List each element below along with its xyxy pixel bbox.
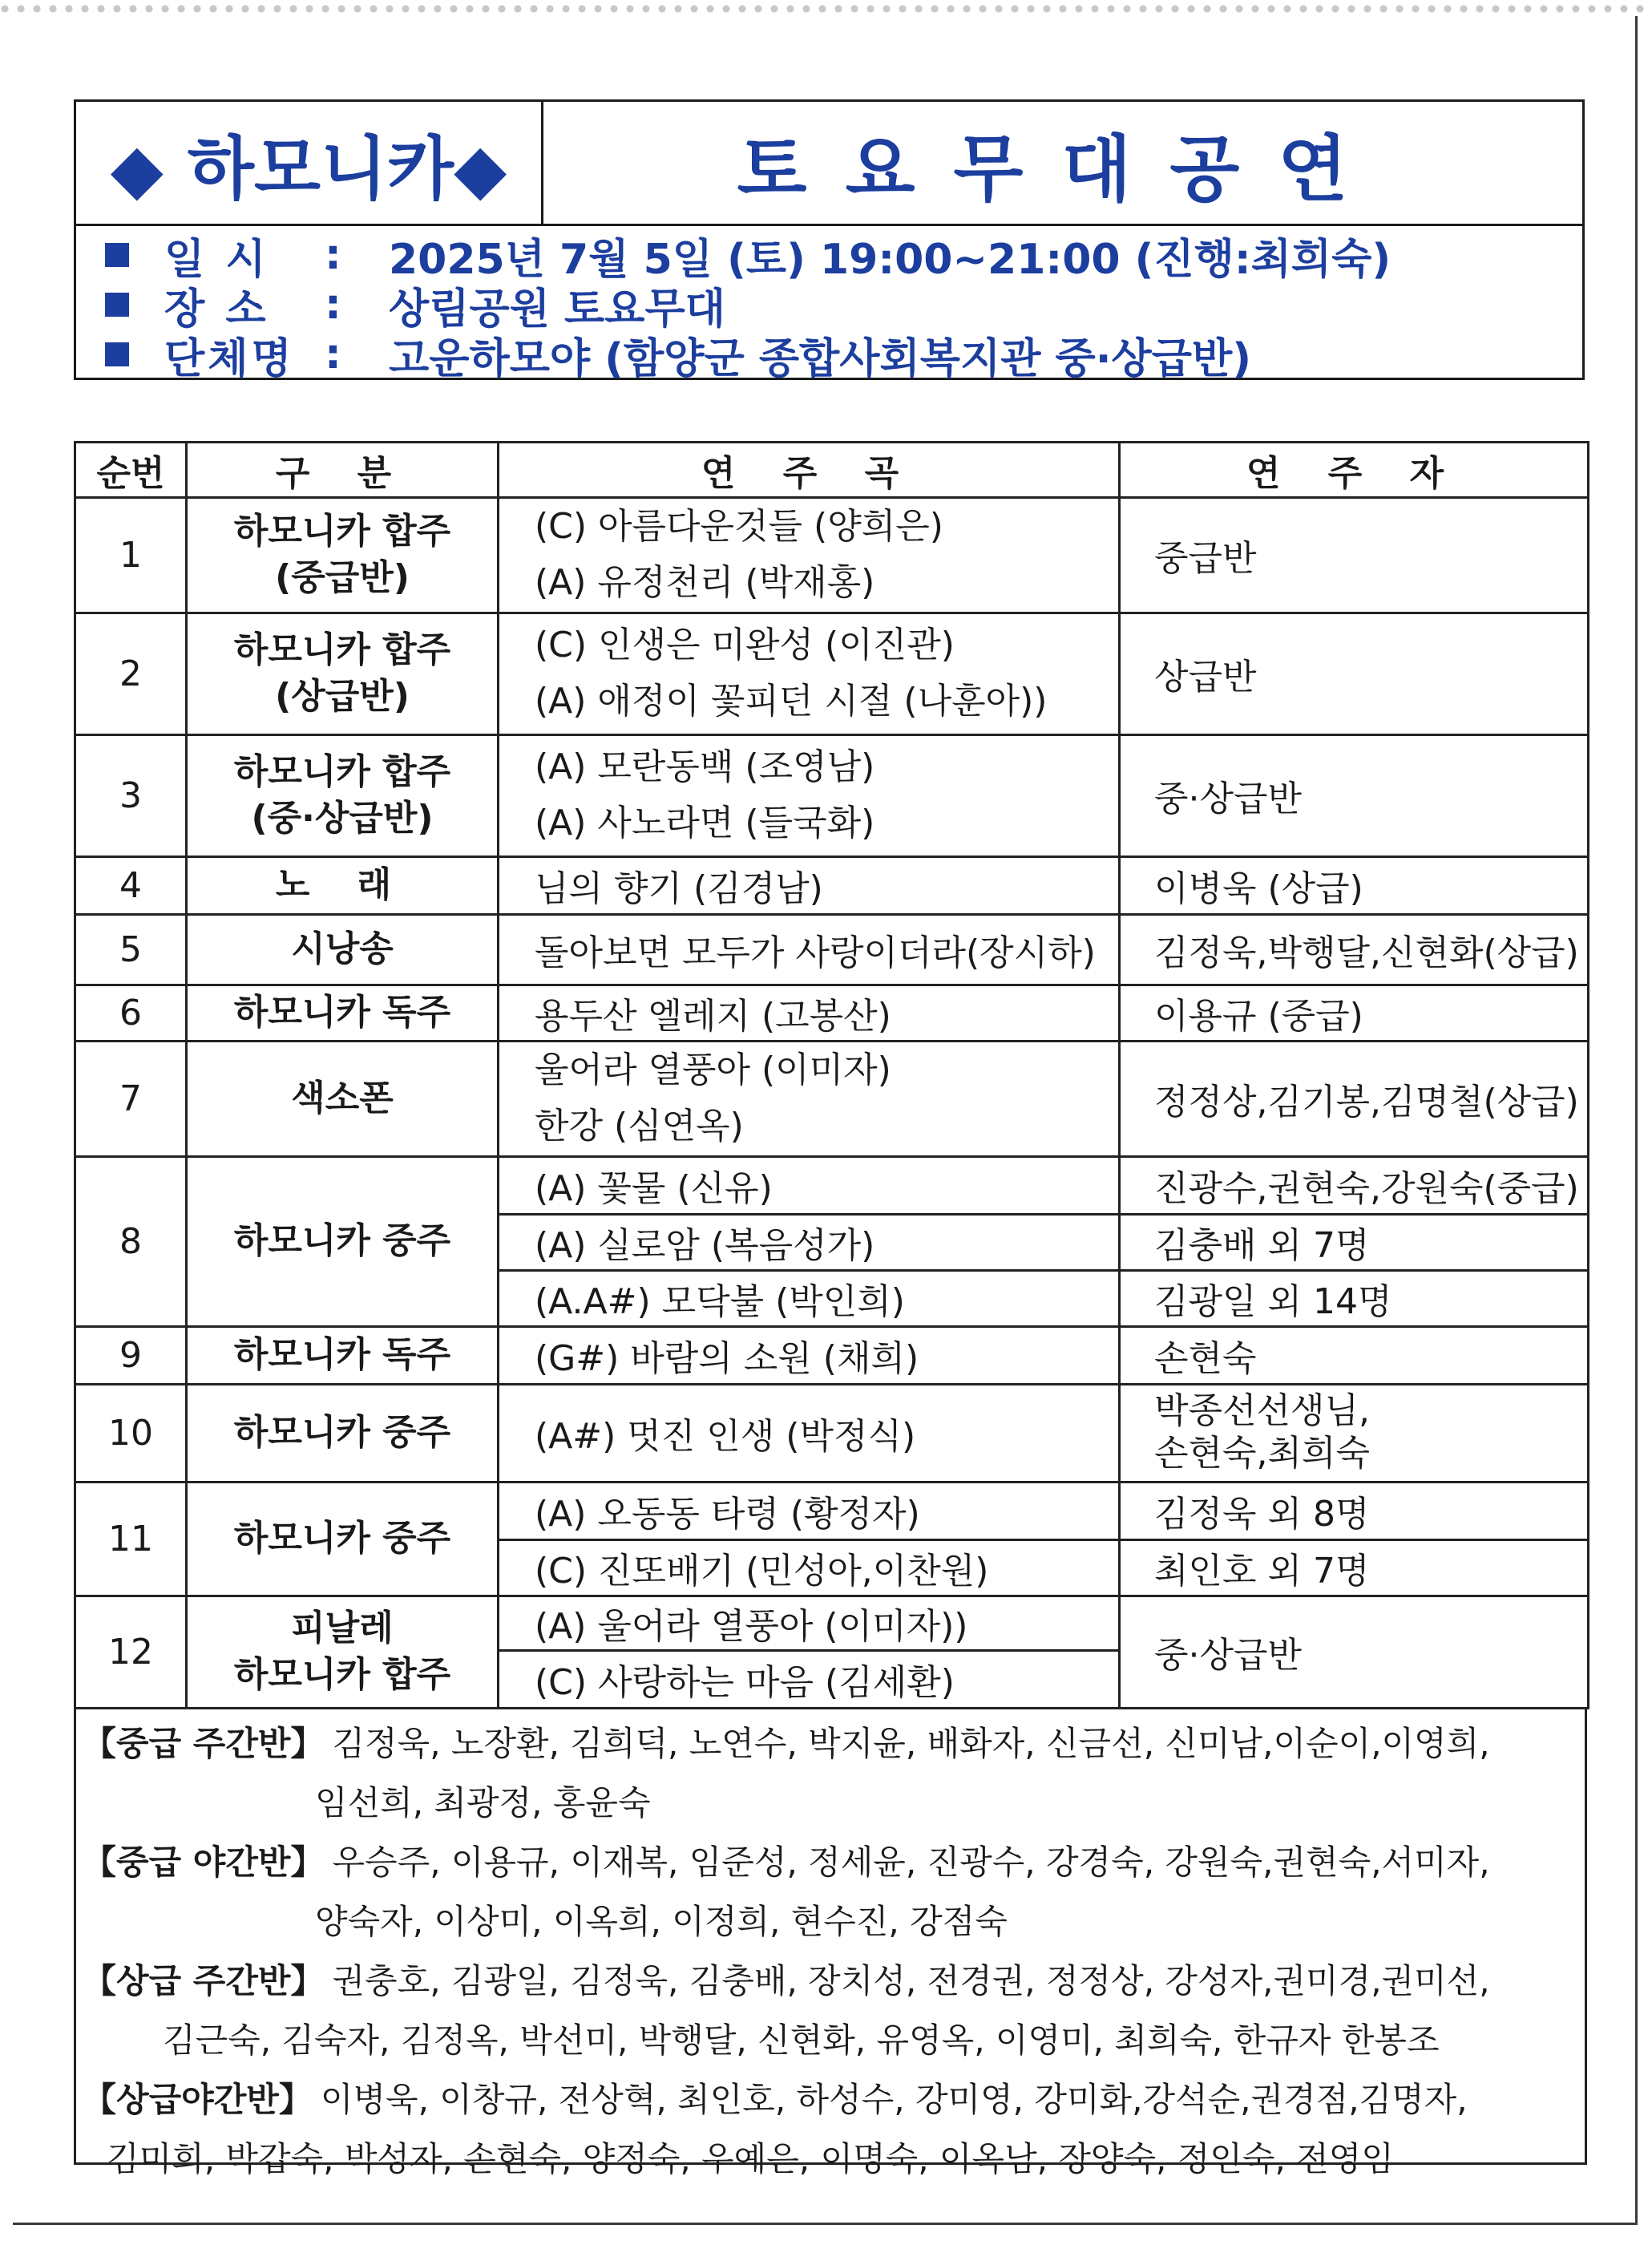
info-date — [76, 230, 1582, 284]
row-category: 하모니카 중주 — [187, 1156, 499, 1326]
perforation-edge — [0, 0, 1652, 18]
table-row — [75, 1326, 1589, 1384]
song-title: (C) 인생은 미완성 (이진관) — [535, 624, 955, 665]
member-line: 김근숙, 김숙자, 김정옥, 박선미, 박행달, 신현화, 유영옥, 이영미, 최희숙, 한규자 한봉조 — [163, 2020, 1440, 2060]
song-title: (C) 아름다운것들 (양희은) — [535, 506, 943, 547]
info-value: 상림공원 토요무대 — [389, 285, 725, 334]
song-title: (A) 애정이 꽃피던 시절 (나훈아)) — [535, 681, 1048, 722]
info-value: 고운하모야 (함양군 종합사회복지관 중·상급반) — [389, 334, 1252, 383]
category-line: (중급반) — [275, 557, 410, 599]
page-border-bottom — [13, 2223, 1638, 2225]
row-category: 하모니카 독주 — [187, 985, 499, 1041]
row-performer: 중·상급반 — [1120, 734, 1589, 856]
row-song: (A.A#) 모닥불 (박인희) — [499, 1270, 1120, 1326]
row-performer: 김정욱,박행달,신현화(상급) — [1120, 914, 1589, 985]
member-group-tag: 【중급 주간반】 — [83, 1724, 325, 1763]
row-category — [187, 734, 499, 856]
row-performer: 정정상,김기봉,김명철(상급) — [1120, 1041, 1589, 1156]
row-song: (C) 사랑하는 마음 (김세환) — [499, 1650, 1120, 1708]
table-row — [75, 914, 1589, 985]
row-song: (A) 울어라 열풍아 (이미자)) — [499, 1596, 1120, 1650]
info-rows — [76, 224, 1582, 383]
row-performer: 중급반 — [1120, 498, 1589, 613]
row-performer: 김광일 외 14명 — [1120, 1270, 1589, 1326]
row-song: (G#) 바람의 소원 (채희) — [499, 1326, 1120, 1384]
table-row — [75, 734, 1589, 856]
header-no: 순번 — [75, 443, 187, 498]
row-number: 1 — [75, 498, 187, 613]
song-title: (A) 사노라면 (들국화) — [535, 803, 875, 844]
row-performer: 중·상급반 — [1120, 1596, 1589, 1708]
category-line: 하모니카 합주 — [233, 751, 451, 793]
table-row — [75, 1156, 1589, 1214]
row-songs — [499, 498, 1120, 613]
square-bullet-icon — [105, 342, 129, 366]
square-bullet-icon — [105, 293, 129, 317]
title-saturday-stage: 토요무대공연 — [737, 127, 1387, 212]
table-row — [75, 1041, 1589, 1156]
square-bullet-icon — [105, 243, 129, 267]
member-line — [83, 1952, 1585, 2011]
row-songs — [499, 734, 1120, 856]
info-colon: : — [325, 330, 341, 378]
info-value: 2025년 7월 5일 (토) 19:00~21:00 (진행:최희숙) — [389, 235, 1391, 284]
row-performer: 상급반 — [1120, 613, 1589, 734]
row-performer: 최인호 외 7명 — [1120, 1539, 1589, 1596]
header-category: 구 분 — [187, 443, 499, 498]
row-category — [187, 1596, 499, 1708]
row-number: 5 — [75, 914, 187, 985]
member-group-tag: 【상급 주간반】 — [83, 1961, 325, 2000]
row-performer: 김정욱 외 8명 — [1120, 1482, 1589, 1539]
category-line: 하모니카 합주 — [233, 629, 451, 671]
row-song: (A#) 멋진 인생 (박정식) — [499, 1384, 1120, 1482]
row-category: 노 래 — [187, 856, 499, 914]
row-number: 6 — [75, 985, 187, 1041]
row-song: 님의 향기 (김경남) — [499, 856, 1120, 914]
table-row — [75, 985, 1589, 1041]
row-number: 10 — [75, 1384, 187, 1482]
table-row — [75, 1596, 1589, 1650]
song-title: 울어라 열풍아 (이미자) — [535, 1049, 891, 1090]
member-group-tag: 【상급야간반】 — [83, 2080, 313, 2119]
member-line: 양숙자, 이상미, 이옥희, 이정희, 현수진, 강점숙 — [315, 1902, 1008, 1941]
header-box — [74, 99, 1585, 383]
member-names: 권충호, 김광일, 김정욱, 김충배, 장치성, 전경권, 정정상, 강성자,권미경,권미선, — [332, 1961, 1490, 2000]
row-performer: 이병욱 (상급) — [1120, 856, 1589, 914]
table-row — [75, 1384, 1589, 1482]
row-category: 시낭송 — [187, 914, 499, 985]
row-category: 하모니카 중주 — [187, 1482, 499, 1596]
title-row — [76, 102, 1582, 226]
member-names: 우승주, 이용규, 이재복, 임준성, 정세윤, 진광수, 강경숙, 강원숙,권현숙,서미자, — [332, 1843, 1490, 1882]
header-performer: 연 주 자 — [1120, 443, 1589, 498]
header-song: 연 주 곡 — [499, 443, 1120, 498]
performer-line: 손현숙,최희숙 — [1154, 1433, 1371, 1474]
row-number: 4 — [75, 856, 187, 914]
row-category — [187, 613, 499, 734]
category-line: 피날레 — [291, 1607, 394, 1648]
song-title: (A) 유정천리 (박재홍) — [535, 562, 875, 604]
category-line: 하모니카 합주 — [233, 1654, 451, 1696]
info-group — [76, 330, 1582, 383]
row-category: 하모니카 독주 — [187, 1326, 499, 1384]
member-group-tag: 【중급 야간반】 — [83, 1843, 325, 1882]
row-song: (A) 실로암 (복음성가) — [499, 1214, 1120, 1270]
row-performer: 손현숙 — [1120, 1326, 1589, 1384]
row-song: (C) 진또배기 (민성아,이찬원) — [499, 1539, 1120, 1596]
program-table — [74, 441, 1589, 1709]
table-row — [75, 1482, 1589, 1539]
row-number: 2 — [75, 613, 187, 734]
member-names: 김정욱, 노장환, 김희덕, 노연수, 박지윤, 배화자, 신금선, 신미남,이순이,이영희, — [332, 1724, 1490, 1763]
row-number: 12 — [75, 1596, 187, 1708]
row-category — [187, 498, 499, 613]
row-performer: 이용규 (중급) — [1120, 985, 1589, 1041]
row-performer: 김충배 외 7명 — [1120, 1214, 1589, 1270]
row-performer — [1120, 1384, 1589, 1482]
row-performer: 진광수,권현숙,강원숙(중급) — [1120, 1156, 1589, 1214]
song-title: (A) 모란동백 (조영남) — [535, 746, 875, 787]
row-song: (A) 꽃물 (신유) — [499, 1156, 1120, 1214]
member-line: 김미희, 박갑숙, 박성자, 손현숙, 양정숙, 우예은, 이명숙, 이옥남, 장양숙, 정인숙, 전영임 — [107, 2139, 1394, 2178]
row-number: 3 — [75, 734, 187, 856]
row-category: 하모니카 중주 — [187, 1384, 499, 1482]
table-row — [75, 498, 1589, 613]
member-list — [74, 1708, 1587, 2178]
row-songs — [499, 1041, 1120, 1156]
song-title: 한강 (심연옥) — [535, 1106, 744, 1147]
row-song: (A) 오동동 타령 (황정자) — [499, 1482, 1120, 1539]
row-number: 9 — [75, 1326, 187, 1384]
info-place — [76, 280, 1582, 334]
category-line: (상급반) — [275, 676, 410, 718]
title-harmonica: ◆ 하모니카◆ — [76, 102, 543, 224]
category-line: (중·상급반) — [251, 798, 434, 839]
row-songs — [499, 613, 1120, 734]
info-label: 단체명 — [164, 334, 295, 383]
table-row — [75, 856, 1589, 914]
member-line — [83, 1714, 1585, 1774]
page-border-right — [1635, 16, 1638, 2225]
info-label: 장 소 — [164, 285, 269, 334]
member-line: 임선희, 최광정, 홍윤숙 — [315, 1783, 651, 1822]
table-header-row — [75, 443, 1589, 498]
row-song: 돌아보면 모두가 사랑이더라(장시하) — [499, 914, 1120, 985]
row-category: 색소폰 — [187, 1041, 499, 1156]
row-number: 8 — [75, 1156, 187, 1326]
info-colon: : — [325, 231, 341, 279]
member-line — [83, 2070, 1585, 2130]
performer-line: 박종선선생님, — [1154, 1390, 1371, 1432]
member-line — [83, 1833, 1585, 1892]
category-line: 하모니카 합주 — [233, 511, 451, 552]
row-number: 11 — [75, 1482, 187, 1596]
info-label: 일 시 — [164, 235, 269, 284]
row-number: 7 — [75, 1041, 187, 1156]
member-names: 이병욱, 이창규, 전상혁, 최인호, 하성수, 강미영, 강미화,강석순,권경점,김명자, — [320, 2080, 1468, 2119]
row-song: 용두산 엘레지 (고봉산) — [499, 985, 1120, 1041]
table-row — [75, 613, 1589, 734]
info-colon: : — [325, 281, 341, 329]
